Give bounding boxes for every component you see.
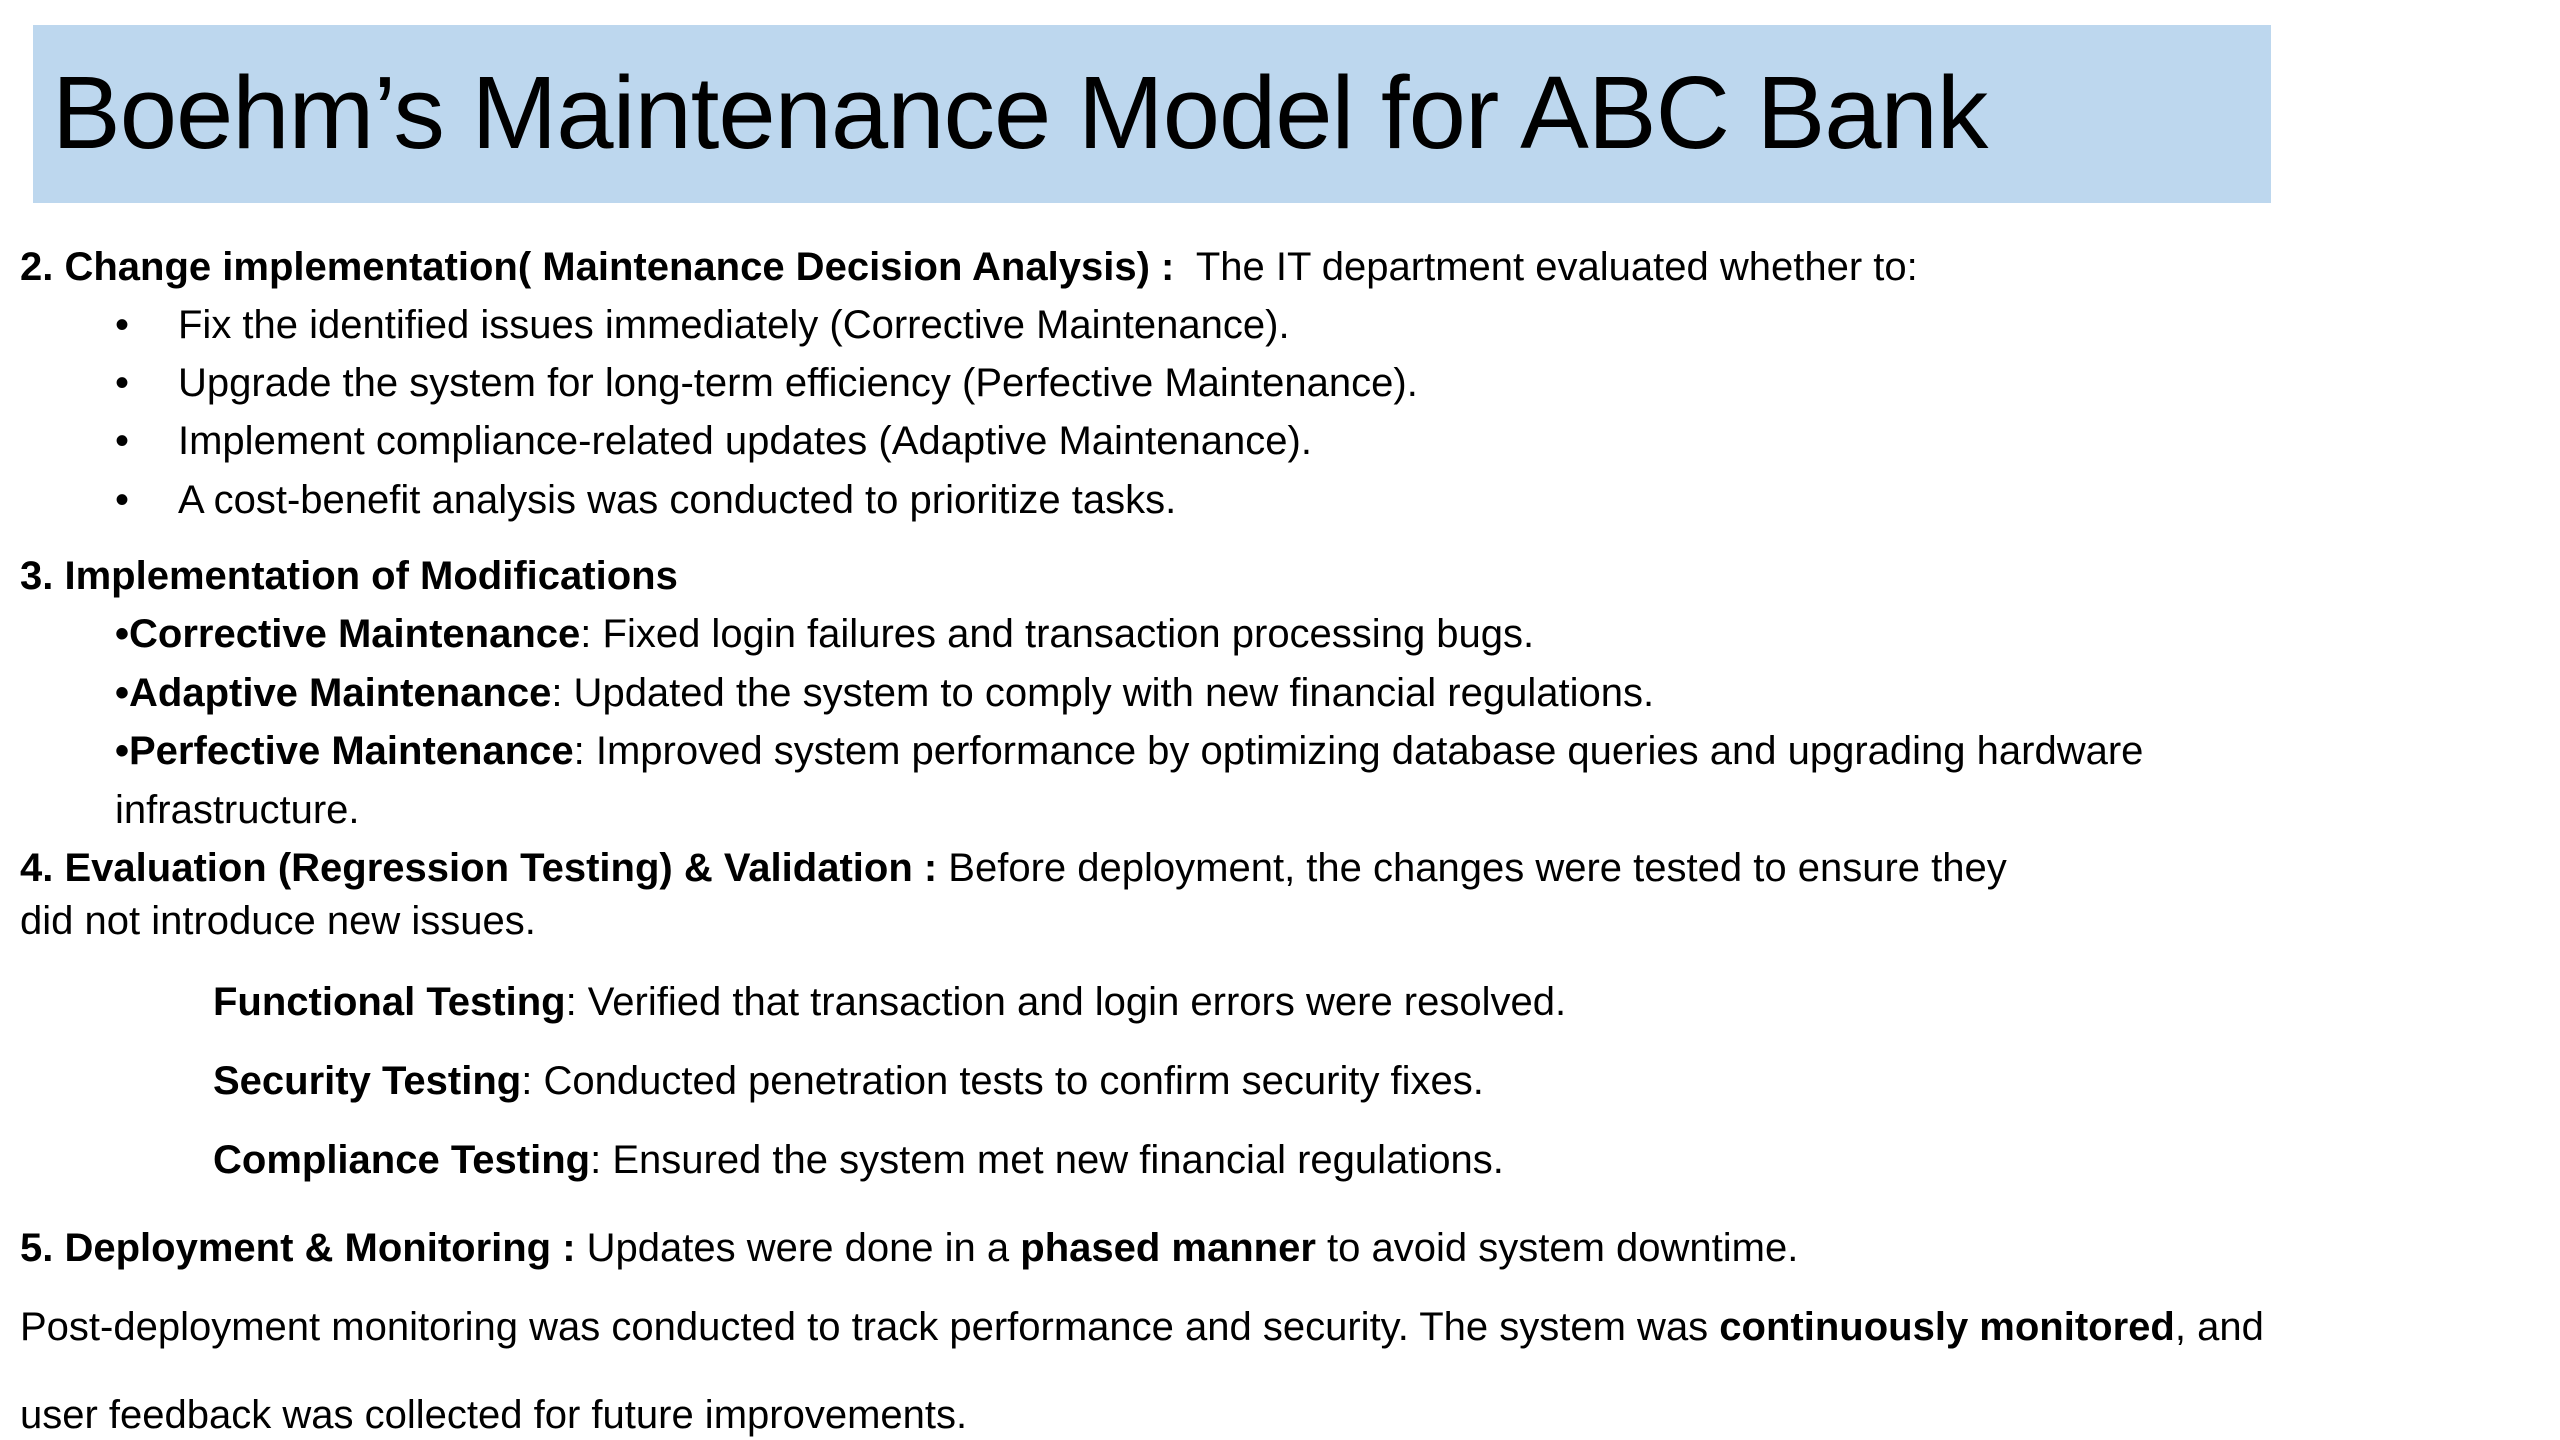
section-2-bullet: A cost-benefit analysis was conducted to prioritize tasks. xyxy=(178,478,1177,522)
section-3-item xyxy=(115,668,1654,718)
section-4-item xyxy=(213,977,1566,1027)
section-3-continuation: infrastructure. xyxy=(115,788,360,832)
section-5-para-a: Post-deployment monitoring was conducted to track performance and security. The system was xyxy=(20,1305,1720,1349)
section-5-text-a: Updates were done in a xyxy=(575,1226,1021,1270)
section-4-item xyxy=(213,1056,1484,1106)
section-4-desc: : Conducted penetration tests to confirm security fixes. xyxy=(521,1059,1484,1103)
section-4-term: Compliance Testing xyxy=(213,1138,591,1182)
section-3-item xyxy=(115,726,2143,776)
section-2-bullet: Implement compliance-related updates (Adaptive Maintenance). xyxy=(178,419,1312,463)
section-3-heading: 3. Implementation of Modifications xyxy=(20,554,678,598)
section-5-para xyxy=(20,1302,2264,1352)
section-4-intro-cont: did not introduce new issues. xyxy=(20,899,536,943)
section-2-bullet: Upgrade the system for long-term efficiency (Perfective Maintenance). xyxy=(178,361,1418,405)
section-2-heading: 2. Change implementation( Maintenance Decision Analysis) : xyxy=(20,245,1175,289)
bullet-dot-icon: • xyxy=(115,478,130,522)
slide-title: Boehm’s Maintenance Model for ABC Bank xyxy=(52,55,1988,170)
section-3-desc: : Fixed login failures and transaction processing bugs. xyxy=(580,612,1535,656)
section-5-bold-a: phased manner xyxy=(1020,1226,1316,1270)
section-5-line xyxy=(20,1223,1798,1273)
section-5-heading: 5. Deployment & Monitoring : xyxy=(20,1226,576,1270)
section-4-item xyxy=(213,1135,1504,1185)
section-4-term: Functional Testing xyxy=(213,980,566,1024)
section-3-desc: : Updated the system to comply with new financial regulations. xyxy=(551,671,1655,715)
section-4-heading: 4. Evaluation (Regression Testing) & Validation : xyxy=(20,846,938,890)
section-5-bold-b: continuously monitored xyxy=(1719,1305,2175,1349)
section-2-bullet: Fix the identified issues immediately (Corrective Maintenance). xyxy=(178,303,1290,347)
section-4-term: Security Testing xyxy=(213,1059,522,1103)
section-4-intro: Before deployment, the changes were tested to ensure they xyxy=(937,846,2007,890)
bullet-dot-icon: • xyxy=(115,419,130,463)
section-2-line xyxy=(20,242,1918,292)
section-3-desc: : Improved system performance by optimizing database queries and upgrading hardware xyxy=(573,729,2144,773)
bullet-dot-icon: • xyxy=(115,303,130,347)
section-3-term: •Corrective Maintenance xyxy=(115,612,581,656)
section-3-item xyxy=(115,609,1534,659)
bullet-dot-icon: • xyxy=(115,361,130,405)
section-4-desc: : Ensured the system met new financial regulations. xyxy=(590,1138,1504,1182)
section-3-term: •Adaptive Maintenance xyxy=(115,671,552,715)
section-5-para-c: user feedback was collected for future improvements. xyxy=(20,1393,968,1437)
section-3-term: •Perfective Maintenance xyxy=(115,729,574,773)
section-4-line xyxy=(20,843,2007,893)
section-5-text-b: to avoid system downtime. xyxy=(1315,1226,1799,1270)
section-5-para-b: , and xyxy=(2174,1305,2264,1349)
section-4-desc: : Verified that transaction and login errors were resolved. xyxy=(565,980,1567,1024)
section-2-intro: The IT department evaluated whether to: xyxy=(1174,245,1918,289)
